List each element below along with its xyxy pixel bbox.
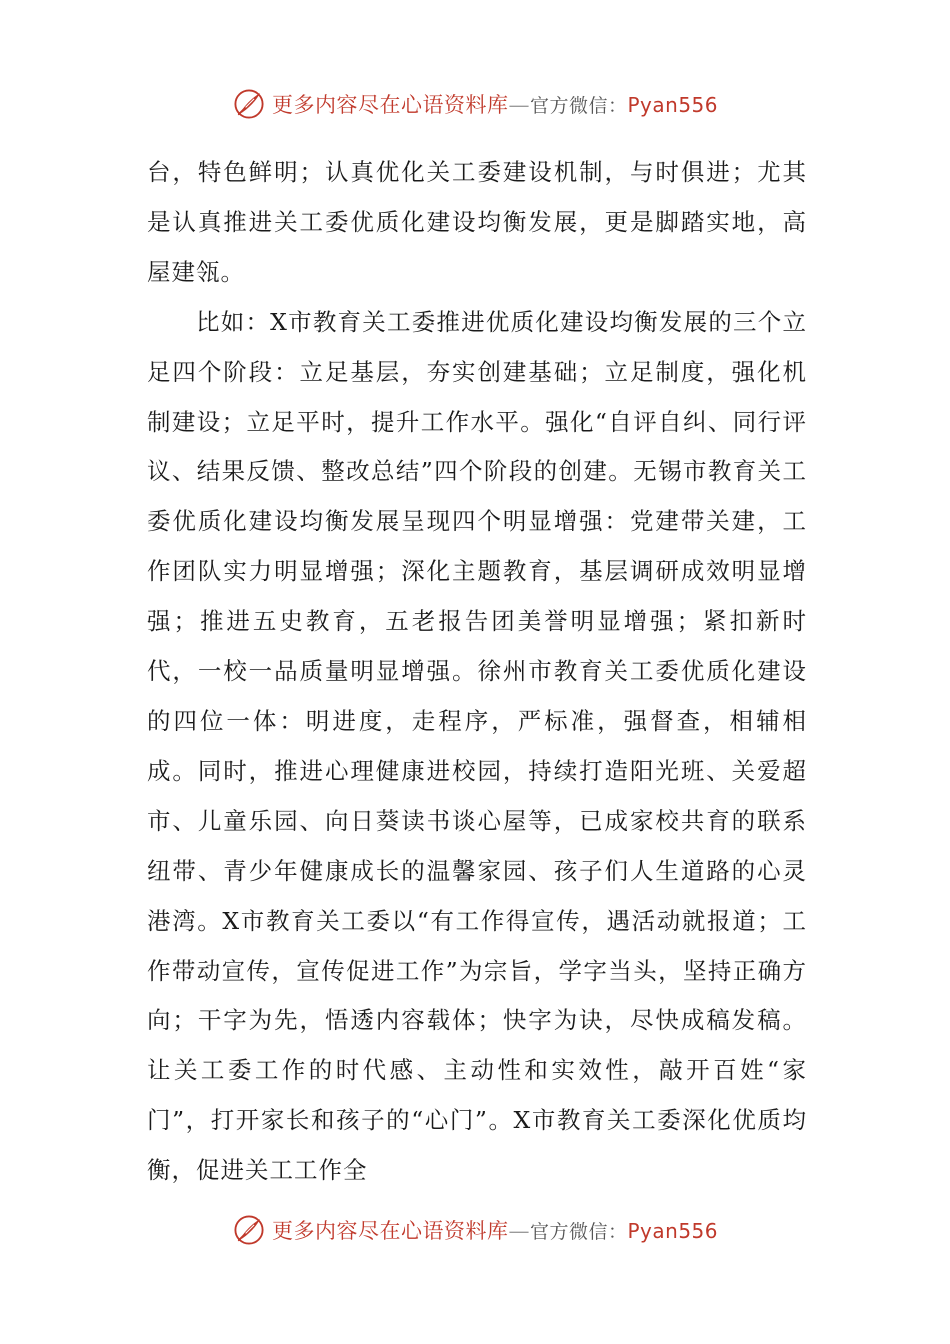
quill-pen-logo-icon (232, 1213, 266, 1247)
header-dash: — (508, 93, 530, 117)
footer-banner (0, 1210, 950, 1250)
header-wechat-label: 官方微信： (529, 95, 628, 117)
header-banner-text (272, 89, 718, 119)
paragraph-examples: 比如：X市教育关工委推进优质化建设均衡发展的三个立足四个阶段：立足基层，夯实创建基础；立足制度，强化机制建设；立足平时，提升工作水平。强化“自评自纠、同行评议、结果反馈、整改总结”四个阶段的创建。无锡市教育关工委优质化建设均衡发展呈现四个明显增强：党建带关建，工作团队实力明显增强；深化主题教育，基层调研成效明显增强；推进五史教育，五老报告团美誉明显增强；紧扣新时代，一校一品质量明显增强。徐州市教育关工委优质化建设的四位一体：明进度，走程序，严标准，强督查，相辅相成。同时，推进心理健康进校园，持续打造阳光班、关爱超市、儿童乐园、向日葵读书谈心屋等，已成家校共育的联系纽带、青少年健康成长的温馨家园、孩子们人生道路的心灵港湾。X市教育关工委以“有工作得宣传，遇活动就报道；工作带动宣传，宣传促进工作”为宗旨，学字当头，坚持正确方向；干字为先，悟透内容载体；快字为诀，尽快成稿发稿。让关工委工作的时代感、主动性和实效性，敲开百姓“家门”，打开家长和孩子的“心门”。X市教育关工委深化优质均衡，促进关工工作全 (147, 307, 807, 1185)
header-wechat-id: Pyan556 (627, 93, 719, 117)
footer-banner-text (272, 1215, 718, 1245)
quill-pen-logo-icon (232, 87, 266, 121)
paragraph-continued: 台，特色鲜明；认真优化关工委建设机制，与时俱进；尤其是认真推进关工委优质化建设均衡发展，更是脚踏实地，高屋建瓴。 (147, 158, 807, 286)
footer-wechat-id: Pyan556 (627, 1219, 719, 1243)
header-banner (0, 84, 950, 124)
footer-wechat-label: 官方微信： (529, 1221, 628, 1243)
header-site-text: 更多内容尽在心语资料库 (271, 93, 509, 117)
footer-site-text: 更多内容尽在心语资料库 (271, 1219, 509, 1243)
document-body (147, 148, 807, 1196)
footer-dash: — (508, 1219, 530, 1243)
